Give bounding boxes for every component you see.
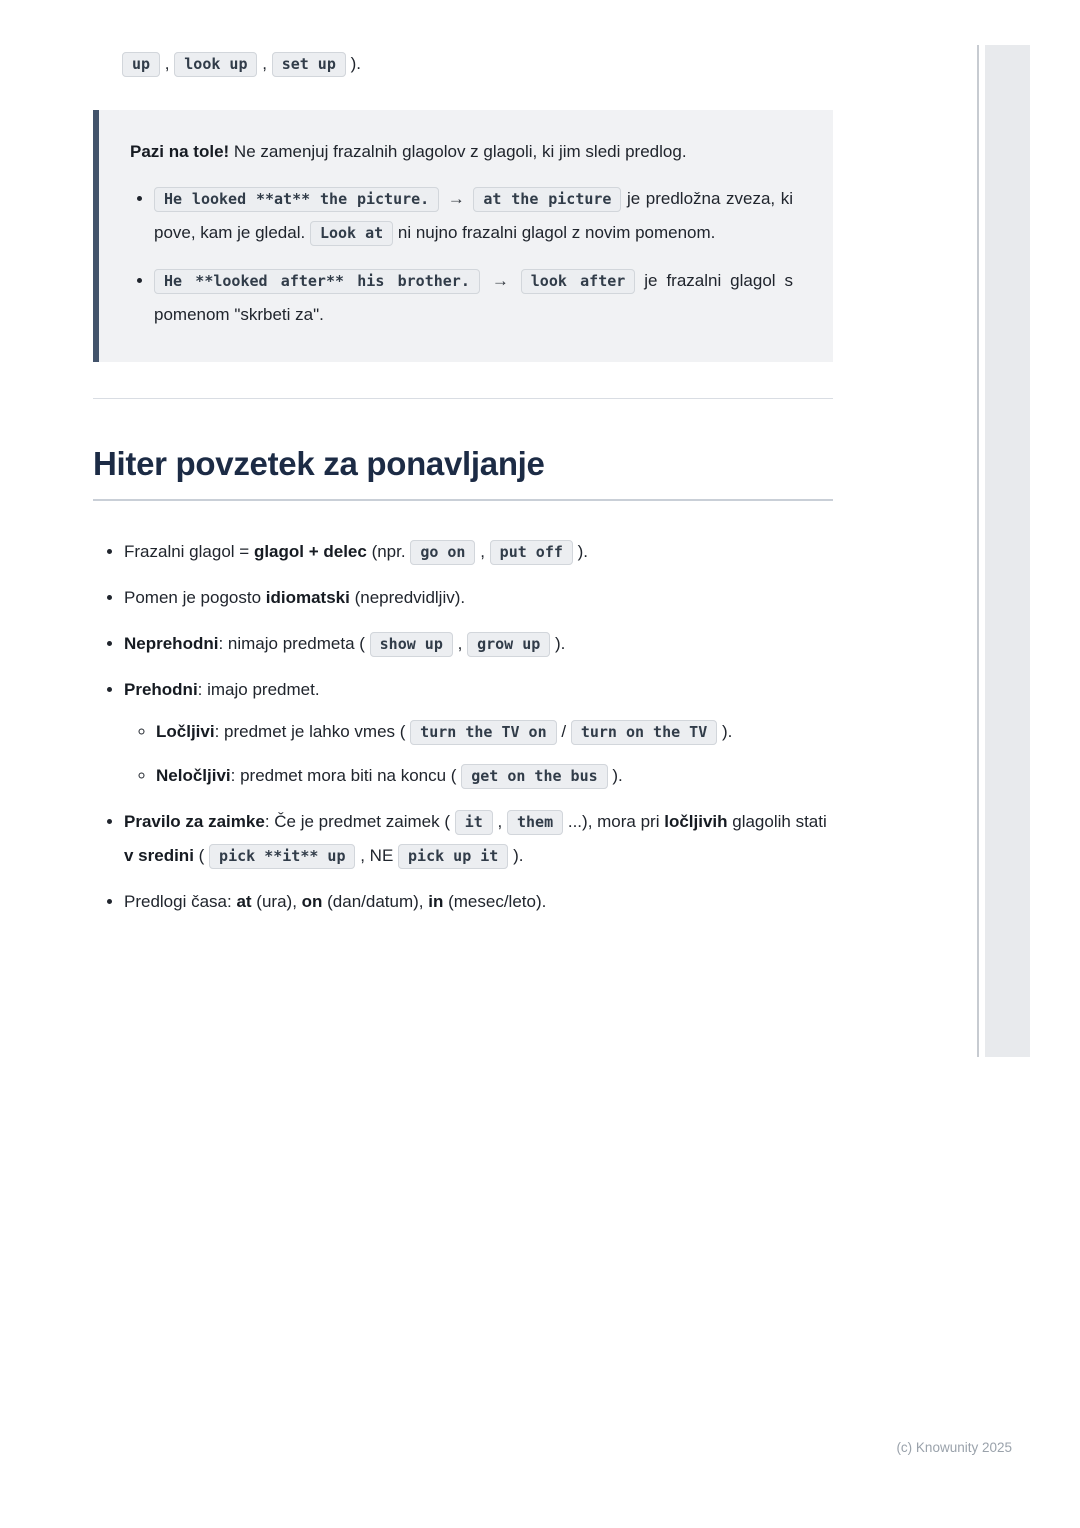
warning-callout: [93, 110, 833, 362]
text-bold: Pravilo za zaimke: [124, 812, 265, 831]
callout-lead-bold: Pazi na tole!: [130, 142, 230, 161]
text-segment: Predlogi časa:: [124, 892, 237, 911]
text-segment: (mesec/leto).: [443, 892, 547, 911]
text-segment: ...), mora pri: [567, 812, 665, 831]
text-segment: Pomen je pogosto: [124, 588, 266, 607]
list-item: [124, 581, 833, 615]
code-chip: He looked **at** the picture.: [154, 187, 439, 212]
text-segment: /: [561, 722, 567, 741]
page-title: Hiter povzetek za ponavljanje: [93, 445, 833, 501]
list-item: [124, 805, 833, 873]
text-segment: glagolih stati: [727, 812, 827, 831]
text-segment: ).: [555, 634, 566, 653]
text-segment: ,: [262, 54, 267, 73]
text-bold: at: [236, 892, 252, 911]
text-bold: Prehodni: [124, 680, 198, 699]
code-chip: go on: [410, 540, 475, 565]
text-segment: (npr.: [366, 542, 411, 561]
footer-copyright: (c) Knowunity 2025: [896, 1440, 1012, 1455]
text-segment: (ura),: [251, 892, 302, 911]
arrow-right-icon: →: [491, 271, 509, 290]
document-content: [93, 48, 833, 931]
text-segment: ,: [457, 634, 463, 653]
text-segment: (dan/datum),: [322, 892, 429, 911]
code-chip: it: [455, 810, 493, 835]
text-bold: idiomatski: [265, 588, 350, 607]
list-item: [154, 264, 793, 332]
code-chip: pick **it** up: [209, 844, 355, 869]
code-chip: up: [122, 52, 160, 77]
arrow-right-icon: →: [447, 189, 465, 208]
code-chip: Look at: [310, 221, 393, 246]
list-item: [156, 715, 833, 749]
code-chip: put off: [490, 540, 573, 565]
text-bold: on: [301, 892, 323, 911]
text-segment: ,: [164, 54, 170, 73]
code-chip: look up: [174, 52, 257, 77]
text-segment: (: [193, 846, 205, 865]
code-chip: set up: [272, 52, 346, 77]
code-chip: get on the bus: [461, 764, 607, 789]
code-chip: at the picture: [473, 187, 621, 212]
text-segment: (nepredvidljiv).: [349, 588, 466, 607]
list-item: [124, 673, 833, 793]
code-chip: He **looked after** his brother.: [154, 269, 480, 294]
text-segment: ).: [513, 846, 524, 865]
list-item: [156, 759, 833, 793]
text-bold: in: [428, 892, 444, 911]
text-segment: je predložna zveza, ki pove, kam je gledal.: [154, 189, 793, 242]
text-segment: : Če je predmet zaimek (: [264, 812, 450, 831]
text-segment: ).: [612, 766, 623, 785]
text-segment: ).: [577, 542, 589, 561]
list-item: [124, 535, 833, 569]
code-chip: show up: [370, 632, 453, 657]
callout-list: [130, 182, 793, 332]
section-divider: [93, 398, 833, 399]
list-item: [124, 885, 833, 919]
code-chip: look after: [521, 269, 636, 294]
text-segment: Ne zamenjuj frazalnih glagolov z glagoli, ki jim sledi predlog.: [233, 142, 687, 161]
text-segment: Frazalni glagol =: [124, 542, 254, 561]
code-chip: them: [507, 810, 563, 835]
text-segment: je frazalni glagol s pomenom "skrbeti za".: [154, 271, 794, 324]
summary-sublist: [124, 715, 833, 793]
intro-chip-line: [122, 48, 833, 80]
text-segment: : nimajo predmeta (: [218, 634, 365, 653]
text-bold: Ločljivi: [156, 722, 215, 741]
text-segment: ).: [721, 722, 733, 741]
text-bold: ločljivih: [664, 812, 728, 831]
text-bold: v sredini: [124, 846, 194, 865]
scrollbar-track[interactable]: [985, 45, 1030, 1057]
code-chip: grow up: [467, 632, 550, 657]
text-segment: ,: [497, 812, 503, 831]
text-segment: ,: [480, 542, 485, 561]
list-item: [154, 182, 793, 250]
code-chip: turn the TV on: [410, 720, 556, 745]
text-bold: glagol + delec: [253, 542, 367, 561]
text-segment: : predmet je lahko vmes (: [214, 722, 406, 741]
text-segment: ).: [350, 54, 361, 73]
text-bold: Neprehodni: [124, 634, 219, 653]
text-segment: , NE: [360, 846, 399, 865]
callout-lead: [130, 136, 793, 168]
text-segment: ni nujno frazalni glagol z novim pomenom.: [397, 223, 716, 242]
page-edge-line: [977, 45, 979, 1057]
text-bold: Neločljivi: [156, 766, 231, 785]
code-chip: pick up it: [398, 844, 508, 869]
text-segment: : imajo predmet.: [197, 680, 320, 699]
summary-list: [93, 535, 833, 919]
code-chip: turn on the TV: [571, 720, 717, 745]
text-segment: : predmet mora biti na koncu (: [230, 766, 457, 785]
list-item: [124, 627, 833, 661]
